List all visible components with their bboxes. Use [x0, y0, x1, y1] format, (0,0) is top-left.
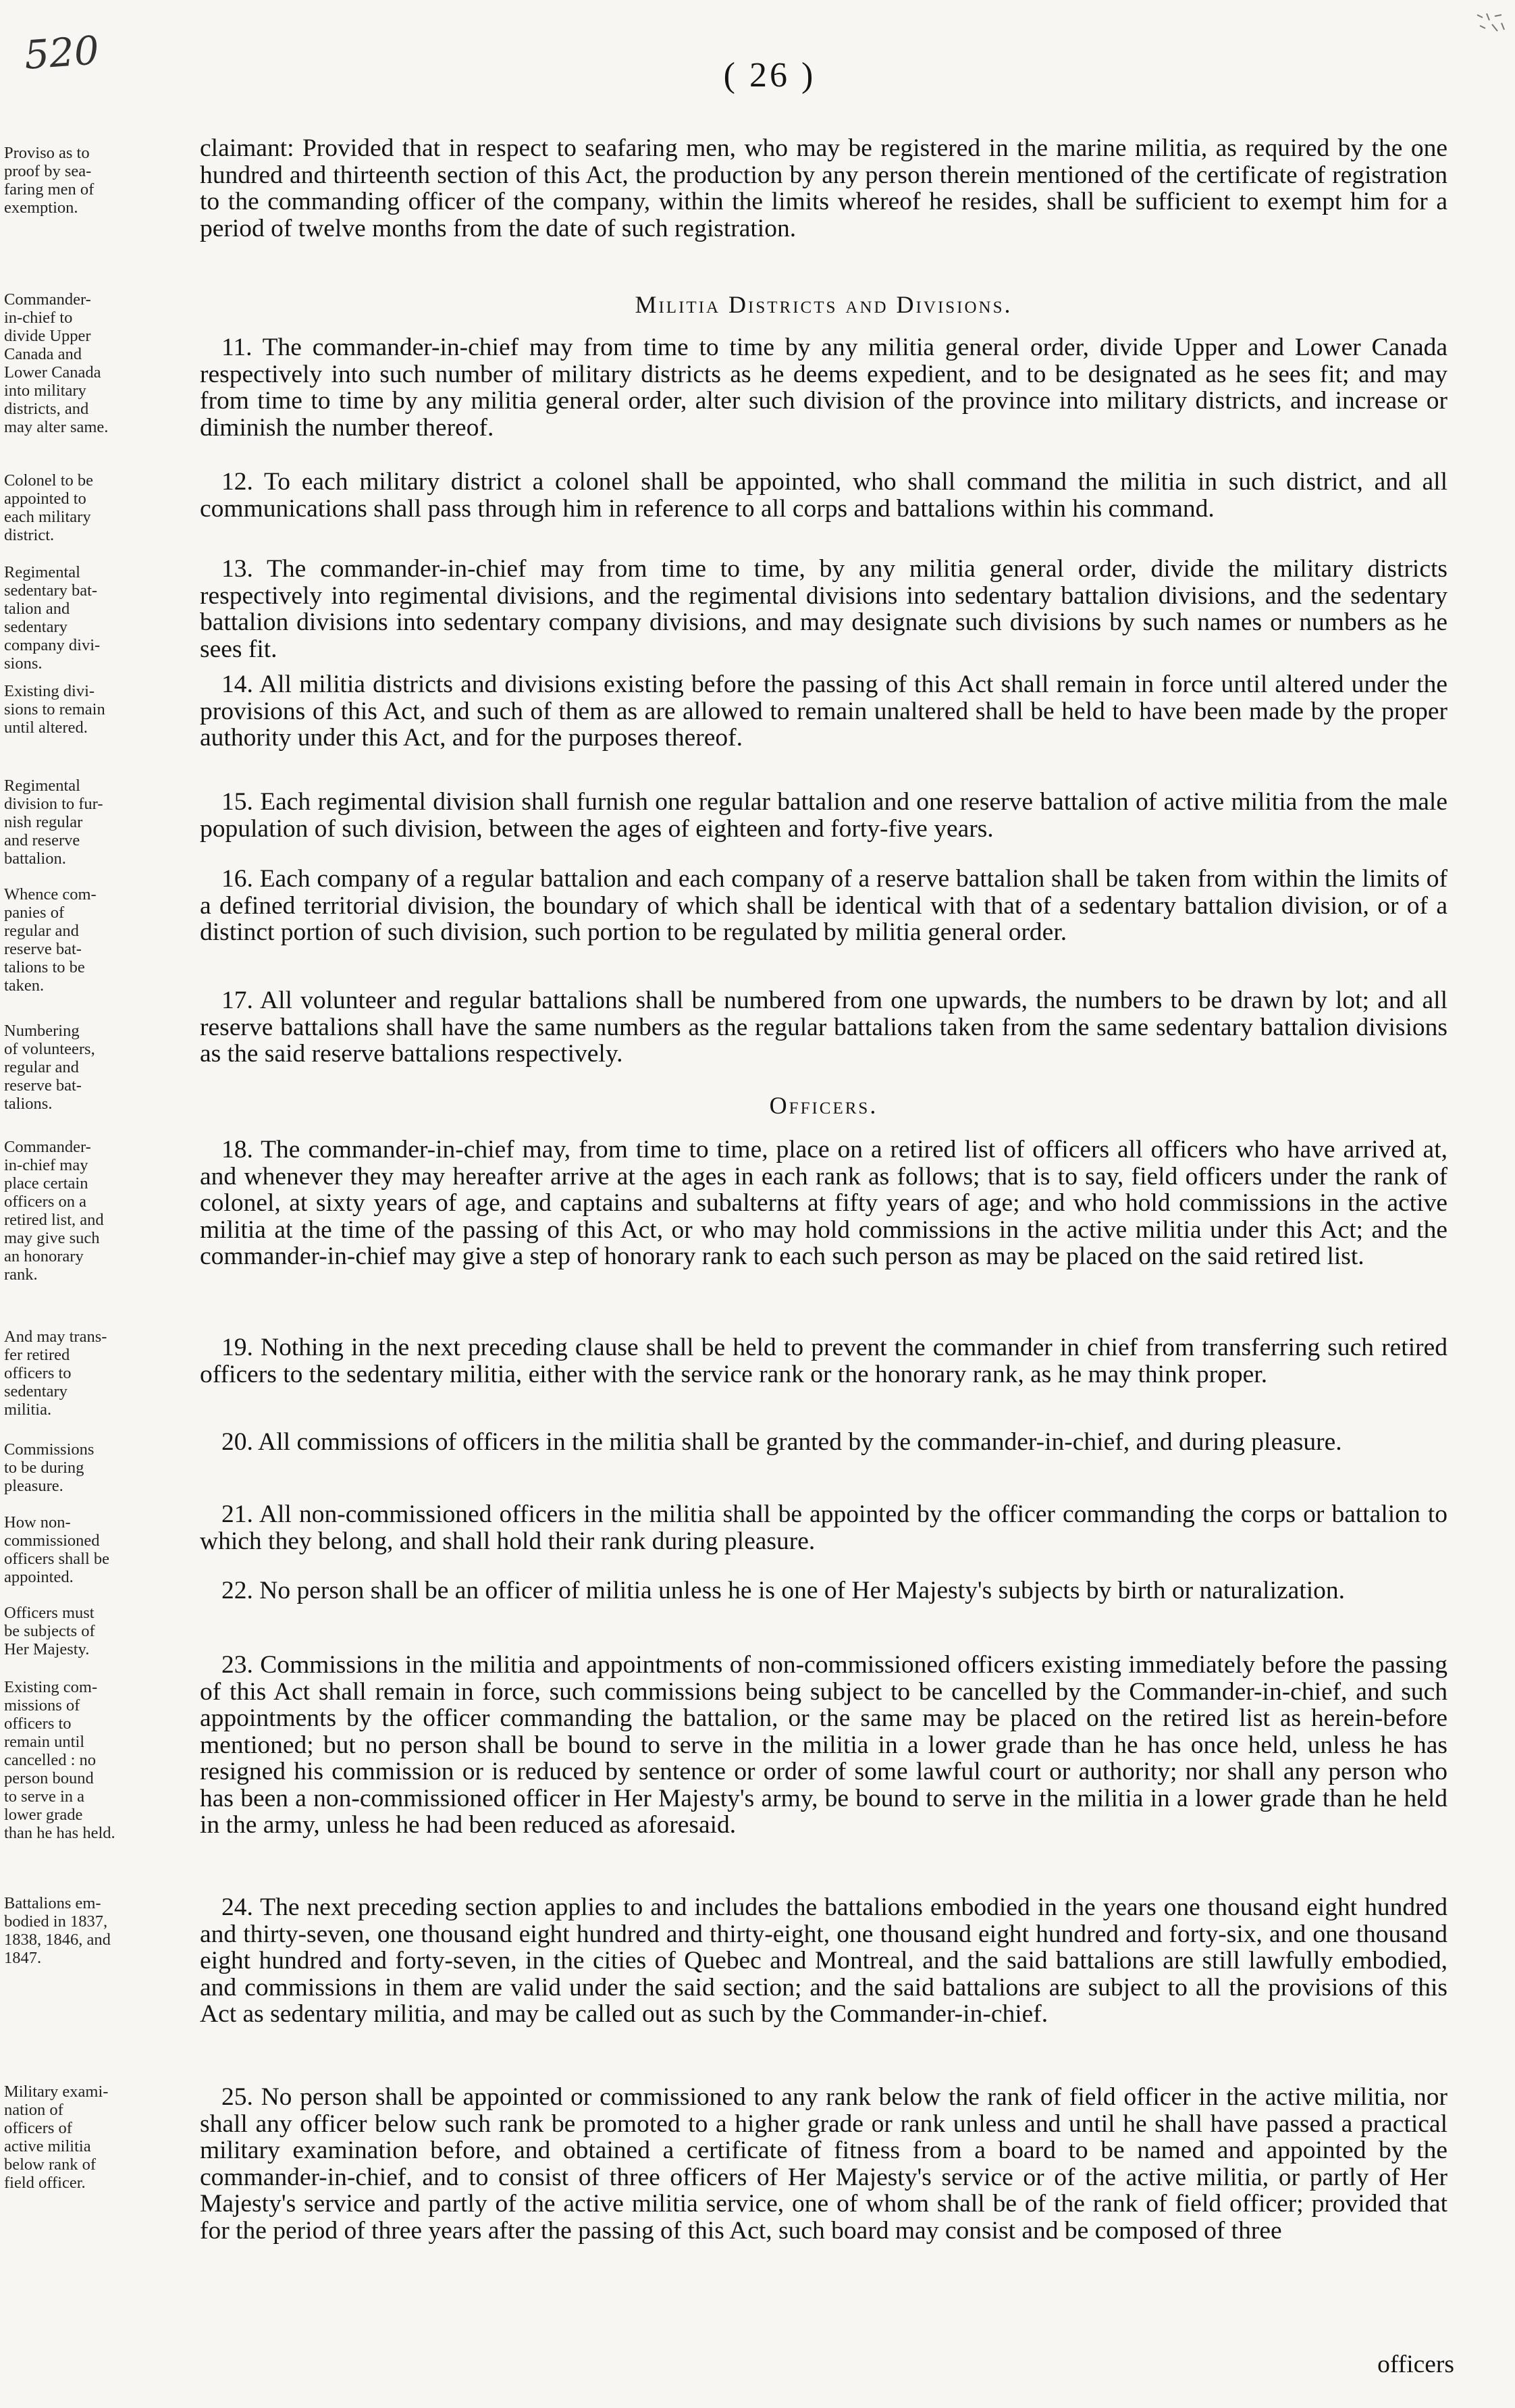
margin-note: Commander- in-chief to divide Upper Canada and Lower Canada into military districts, and may alter same.	[4, 290, 109, 436]
margin-note: Commissions to be during pleasure.	[4, 1440, 95, 1495]
margin-note: Regimental division to fur- nish regular and reserve battalion.	[4, 777, 103, 868]
section-heading-districts: Militia Districts and Divisions.	[635, 291, 1013, 318]
paragraph-12: 12. To each military district a colonel shall be appointed, who shall command the militia in such district, and all communications shall pass through him in reference to all corps and battalions within his command.	[200, 468, 1447, 523]
margin-note: Whence com- panies of regular and reserve bat- talions to be taken.	[4, 885, 97, 995]
paragraph-11: 11. The commander-in-chief may from time to time by any militia general order, divide Upper and Lower Canada respectively into such number of military districts as he deems expedient, and to be designated as he sees fit; and may from time to time by any militia general order, alter such division of the province into military districts, and increase or diminish the number thereof.	[200, 334, 1447, 442]
catchword: officers	[1377, 2351, 1454, 2378]
paragraph-13: 13. The commander-in-chief may from time to time, by any militia general order, divide the military districts respectively into regimental divisions, and the regimental divisions into sedentary battalion divisions, and the sedentary battalion divisions into sedentary company divisions, and may designate such divisions by such names or numbers as he sees fit.	[200, 555, 1447, 663]
paragraph-25: 25. No person shall be appointed or commissioned to any rank below the rank of field officer in the active militia, nor shall any officer below such rank be promoted to a higher grade or rank unless and until he shall have passed a practical military examination before, and obtained a certificate of fitness from a board to be named and appointed by the commander-in-chief, and to consist of three officers of Her Majesty's service or of the active militia, or partly of Her Majesty's service and partly of the active militia service, one of whom shall be of the rank of field officer; provided that for the period of three years after the passing of this Act, such board may consist and be composed of three	[200, 2083, 1447, 2245]
margin-note: Numbering of volunteers, regular and reserve bat- talions.	[4, 1022, 95, 1113]
paragraph-15: 15. Each regimental division shall furnish one regular battalion and one reserve battalion of active militia from the male population of such division, between the ages of eighteen and forty-five years.	[200, 788, 1447, 843]
corner-ink-mark	[1474, 11, 1506, 38]
margin-note: How non- commissioned officers shall be appointed.	[4, 1513, 110, 1586]
handwritten-page-number: 520	[22, 27, 101, 78]
margin-note: Military exami- nation of officers of active militia below rank of field officer.	[4, 2083, 109, 2192]
paragraph-16: 16. Each company of a regular battalion and each company of a reserve battalion shall be taken from within the limits of a defined territorial division, the boundary of which shall be identical with that of a sedentary battalion division, or of a distinct portion of such division, such portion to be regulated by militia general order.	[200, 865, 1447, 946]
paragraph-20: 20. All commissions of officers in the militia shall be granted by the commander-in-chief, and during pleasure.	[221, 1428, 1342, 1456]
margin-note: Battalions em- bodied in 1837, 1838, 1846, and 1847.	[4, 1894, 111, 1967]
margin-note: Officers must be subjects of Her Majesty.	[4, 1604, 95, 1658]
margin-note: Proviso as to proof by sea- faring men of exemption.	[4, 144, 95, 217]
paragraph-21: 21. All non-commissioned officers in the militia shall be appointed by the officer commanding the corps or battalion to which they belong, and shall hold their rank during pleasure.	[200, 1500, 1447, 1555]
paragraph-22: 22. No person shall be an officer of militia unless he is one of Her Majesty's subjects by birth or naturalization.	[221, 1577, 1346, 1604]
section-heading-officers: Officers.	[769, 1092, 878, 1119]
margin-note: Commander- in-chief may place certain officers on a retired list, and may give such an honorary rank.	[4, 1138, 104, 1284]
paragraph-14: 14. All militia districts and divisions existing before the passing of this Act shall remain in force until altered under the provisions of this Act, and such of them as are allowed to remain unaltered shall be held to have been made by the proper authority under this Act, and for the purposes thereof.	[200, 671, 1447, 752]
paragraph-18: 18. The commander-in-chief may, from time to time, place on a retired list of officers all officers who have arrived at, and whenever they may hereafter arrive at the ages in each rank as follows; that is to say, field officers under the rank of colonel, at sixty years of age, and captains and subalterns at fifty years of age; and who hold commissions in the active militia at the time of the passing of this Act, or who may hold commissions in the active militia under this Act; and the commander-in-chief may give a step of honorary rank to each such person as may be placed on the said retired list.	[200, 1136, 1447, 1270]
paragraph-24: 24. The next preceding section applies to and includes the battalions embodied in the years one thousand eight hundred and thirty-seven, one thousand eight hundred and thirty-eight, one thousand eight hundred and forty-six, and one thousand eight hundred and forty-seven, in the cities of Quebec and Montreal, and the said battalions are still lawfully embodied, and commissions in them are valid under the said section; and the said battalions are subject to all the provisions of this Act as sedentary militia, and may be called out as such by the Commander-in-chief.	[200, 1893, 1447, 2028]
margin-note: Existing com- missions of officers to remain until cancelled : no person bound to serve in a lower grade than he has held.	[4, 1678, 115, 1842]
page-number: ( 26 )	[723, 56, 816, 95]
margin-note: And may trans- fer retired officers to sedentary militia.	[4, 1328, 107, 1419]
paragraph-17: 17. All volunteer and regular battalions shall be numbered from one upwards, the numbers to be drawn by lot; and all reserve battalions shall have the same numbers as the regular battalions taken from the same sedentary battalion divisions as the said reserve battalions respectively.	[200, 987, 1447, 1068]
paragraph-19: 19. Nothing in the next preceding clause shall be held to prevent the commander in chief from transferring such retired officers to the sedentary militia, either with the service rank or the honorary rank, as he may think proper.	[200, 1334, 1447, 1388]
paragraph-claimant: claimant: Provided that in respect to seafaring men, who may be registered in the marine militia, as required by the one hundred and thirteenth section of this Act, the production by any person therein mentioned of the certificate of registration to the commanding officer of the company, within the limits whereof he resides, shall be sufficient to exempt him for a period of twelve months from the date of such registration.	[200, 134, 1447, 242]
paragraph-23: 23. Commissions in the militia and appointments of non-commissioned officers existing immediately before the passing of this Act shall remain in force, such commissions being subject to be cancelled by the Commander-in-chief, and such appointments by the officer commanding the battalion, or the same may be placed on the retired list as herein-before mentioned; but no person shall be bound to serve in the militia in a lower grade than he has once held, unless he has resigned his commission or is reduced by sentence or order of some lawful court or authority; nor shall any person who has been a non-commissioned officer in Her Majesty's army, be bound to serve in the militia in a lower grade than he held in the army, unless he had been reduced as aforesaid.	[200, 1651, 1447, 1839]
margin-note: Colonel to be appointed to each military district.	[4, 471, 94, 544]
margin-note: Existing divi- sions to remain until altered.	[4, 682, 105, 737]
margin-note: Regimental sedentary bat- talion and sedentary company divi- sions.	[4, 563, 101, 673]
